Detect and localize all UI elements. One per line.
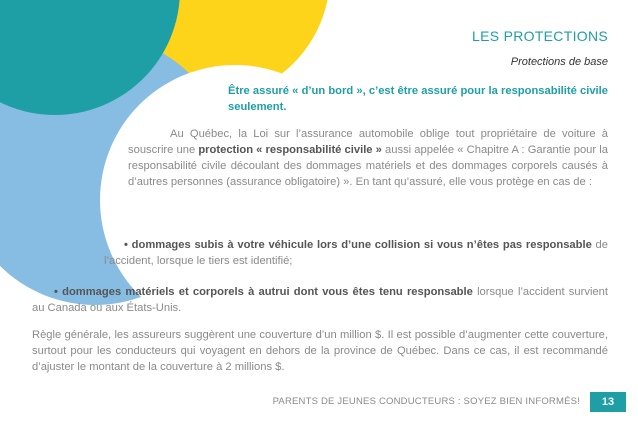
page-footer [0,392,638,412]
lead-statement: Être assuré « d’un bord », c’est être assuré pour la responsabilité civile seulement. [228,85,608,113]
para1-bold: protection « responsabilité civile » [198,144,382,156]
paragraph-coverage-amount: Règle générale, les assureurs suggèrent une couverture d’un million $. Il est possible d’augmenter cette couverture, surtout pour les conducteurs qui voyagent en dehors de la province de Québec. Dans ce cas, il est recommandé d’ajuster le montant de la couverture à 2 millions $. [32,329,608,373]
para1-text-start: Au Québec, la Loi sur l’assurance automobile oblige tout propriétaire de voiture à souscrire une [128,128,608,156]
section-title: LES PROTECTIONS [472,28,608,44]
bullet-vehicle-damage [104,237,608,269]
bullet1-bold: • dommages subis à votre véhicule lors d’une collision si vous n’êtes pas responsable [124,239,592,251]
page-number: 13 [590,392,626,412]
bullet2-bold: • dommages matériels et corporels à autrui dont vous êtes tenu responsable [54,286,473,298]
bullet1-text: de l’accident, lorsque le tiers est identifié; [104,239,608,267]
paragraph-civil-liability [128,126,608,190]
para1-text-end: aussi appelée « Chapitre A : Garantie pour la responsabilité civile découlant des dommages matériels et des dommages corporels causés à d’autres personnes (assurance obligatoire) ». En tant qu’assuré, elle vous protège en cas de : [128,144,608,188]
bullet2-text: lorsque l’accident survient au Canada ou aux États-Unis. [32,286,608,314]
section-subtitle: Protections de base [510,56,608,68]
bullet-third-party-damage [32,284,608,316]
footer-text: PARENTS DE JEUNES CONDUCTEURS : SOYEZ BIEN INFORMÉS! [272,396,580,407]
